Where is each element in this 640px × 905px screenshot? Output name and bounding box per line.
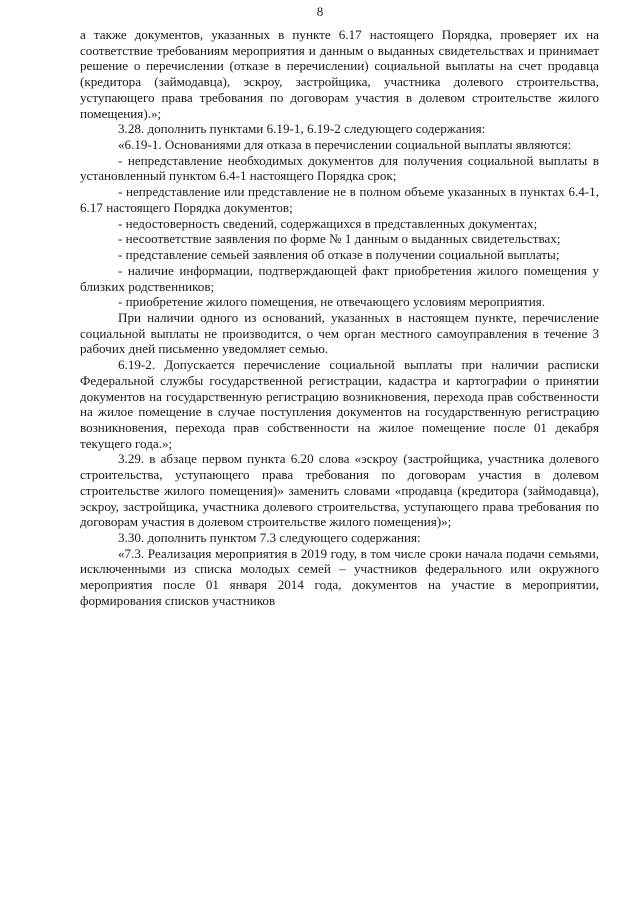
paragraph-clause-7-3: «7.3. Реализация мероприятия в 2019 году, в том числе сроки начала подачи семьями, исключенными из списка молодых семей – участников федерального или окружного мероприятия после 01 января 2014 года, документов на участие в мероприятии, формирования списков участников [80, 545, 599, 608]
list-item-ground-2: - непредставление или представление не в полном объеме указанных в пунктах 6.4-1, 6.17 настоящего Порядка документов; [80, 184, 599, 215]
list-item-ground-1: - непредставление необходимых документов для получения социальной выплаты в установленный пунктом 6.4-1 настоящего Порядка срок; [80, 152, 599, 184]
paragraph-notification: При наличии одного из оснований, указанных в настоящем пункте, перечисление социальной выплаты не производится, о чем орган местного самоуправления в течение 3 рабочих дней письменно уведомляет семью. [80, 309, 599, 357]
list-item-ground-7: - приобретение жилого помещения, не отвечающего условиям мероприятия. [118, 294, 546, 310]
paragraph-clause-6-19-2: 6.19-2. Допускается перечисление социальной выплаты при наличии расписки Федеральной службы государственной регистрации, кадастра и картографии о принятии документов на государственную регистрацию возникновения, перехода прав собственности на жилое помещение в случае поступления документов на государственную регистрацию возникновения, перехода прав собственности на жилое помещение после 01 декабря текущего года.»; [80, 357, 599, 451]
paragraph-continuation: а также документов, указанных в пункте 6.17 настоящего Порядка, проверяет их на соответствие требованиям мероприятия и данным о выданных свидетельствах и принимает решение о перечислении (отказе в перечислении) социальной выплаты на счет продавца (кредитора (займодавца), эскроу, застройщика, участника долевого строительства, уступающего права требования по договорам участия в долевом строительстве жилого помещения).»; [80, 27, 599, 121]
paragraph-item-3-29: 3.29. в абзаце первом пункта 6.20 слова «эскроу (застройщика, участника долевого строительства, уступающего права требования по договорам участия в долевом строительстве жилого помещения)» заменить словами «продавца (кредитора (займодавца), эскроу, застройщика, участника долевого строительства, уступающего права требования по договорам участия в долевом строительстве жилого помещения)»; [80, 451, 599, 530]
list-item-ground-3: - недостоверность сведений, содержащихся в представленных документах; [118, 215, 538, 231]
document-body [80, 27, 599, 609]
list-item-ground-6: - наличие информации, подтверждающей факт приобретения жилого помещения у близких родственников; [80, 262, 599, 294]
paragraph-item-3-28: 3.28. дополнить пунктами 6.19-1, 6.19-2 следующего содержания: [118, 121, 486, 137]
list-item-ground-5: - представление семьей заявления об отказе в получении социальной выплаты; [118, 247, 560, 263]
page-number: 8 [316, 4, 324, 19]
paragraph-item-3-30: 3.30. дополнить пунктом 7.3 следующего содержания: [118, 530, 421, 545]
paragraph-clause-6-19-1: «6.19-1. Основаниями для отказа в перечислении социальной выплаты являются: [118, 137, 572, 153]
list-item-ground-4: - несоответствие заявления по форме № 1 данным о выданных свидетельствах; [118, 231, 561, 247]
